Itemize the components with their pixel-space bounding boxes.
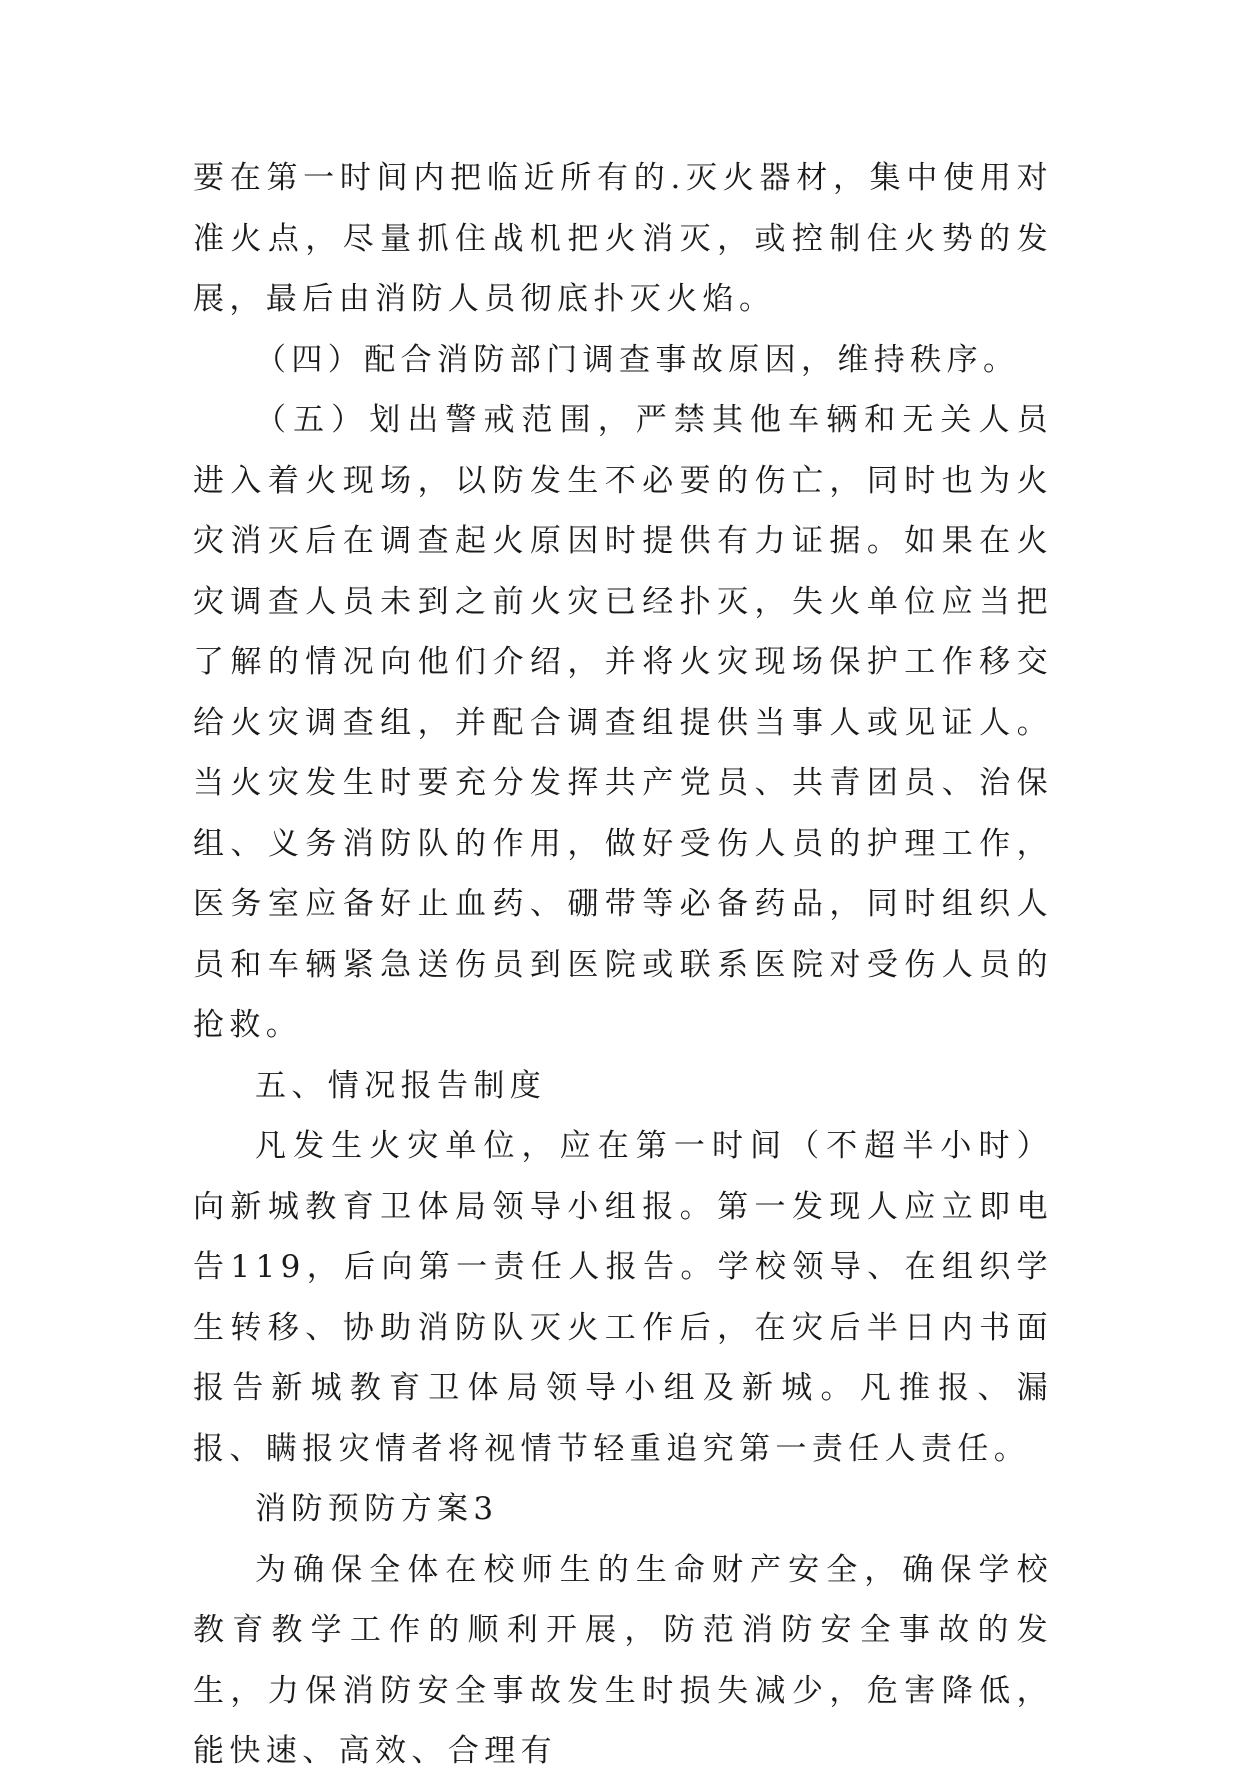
section-heading-report-system: 五、情况报告制度 (255, 1067, 547, 1104)
paragraph-item-four: （四）配合消防部门调查事故原因，维持秩序。 (255, 341, 1020, 378)
document-body (193, 148, 1053, 1782)
section-heading-plan-3: 消防预防方案3 (255, 1491, 499, 1527)
paragraph-item-five: （五）划出警戒范围，严禁其他车辆和无关人员进入着火现场，以防发生不必要的伤亡，同时也为火灾消灭后在调查起火原因时提供有力证据。如果在火灾调查人员未到之前火灾已经扑灭，失火单位应当把了解的情况向他们介绍，并将火灾现场保护工作移交给火灾调查组，并配合调查组提供当事人或见证人。当火灾发生时要充分发挥共产党员、共青团员、治保组、义务消防队的作用，做好受伤人员的护理工作，医务室应备好止血药、硼带等必备药品，同时组织人员和车辆紧急送伤员到医院或联系医院对受伤人员的抢救。 (193, 402, 1053, 1043)
paragraph-plan-3-intro: 为确保全体在校师生的生命财产安全，确保学校教育教学工作的顺利开展，防范消防安全事故的发生，力保消防安全事故发生时损失减少，危害降低，能快速、高效、合理有 (193, 1551, 1053, 1769)
paragraph-report-system: 凡发生火灾单位，应在第一时间（不超半小时）向新城教育卫体局领导小组报。第一发现人应立即电告119，后向第一责任人报告。学校领导、在组织学生转移、协助消防队灭火工作后，在灾后半日内书面报告新城教育卫体局领导小组及新城。凡推报、漏报、瞒报灾情者将视情节轻重追究第一责任人责任。 (193, 1128, 1053, 1467)
paragraph-fire-extinguishing-continued: 要在第一时间内把临近所有的.灭火器材，集中使用对准火点，尽量抓住战机把火消灭，或控制住火势的发展，最后由消防人员彻底扑灭火焰。 (193, 160, 1053, 317)
